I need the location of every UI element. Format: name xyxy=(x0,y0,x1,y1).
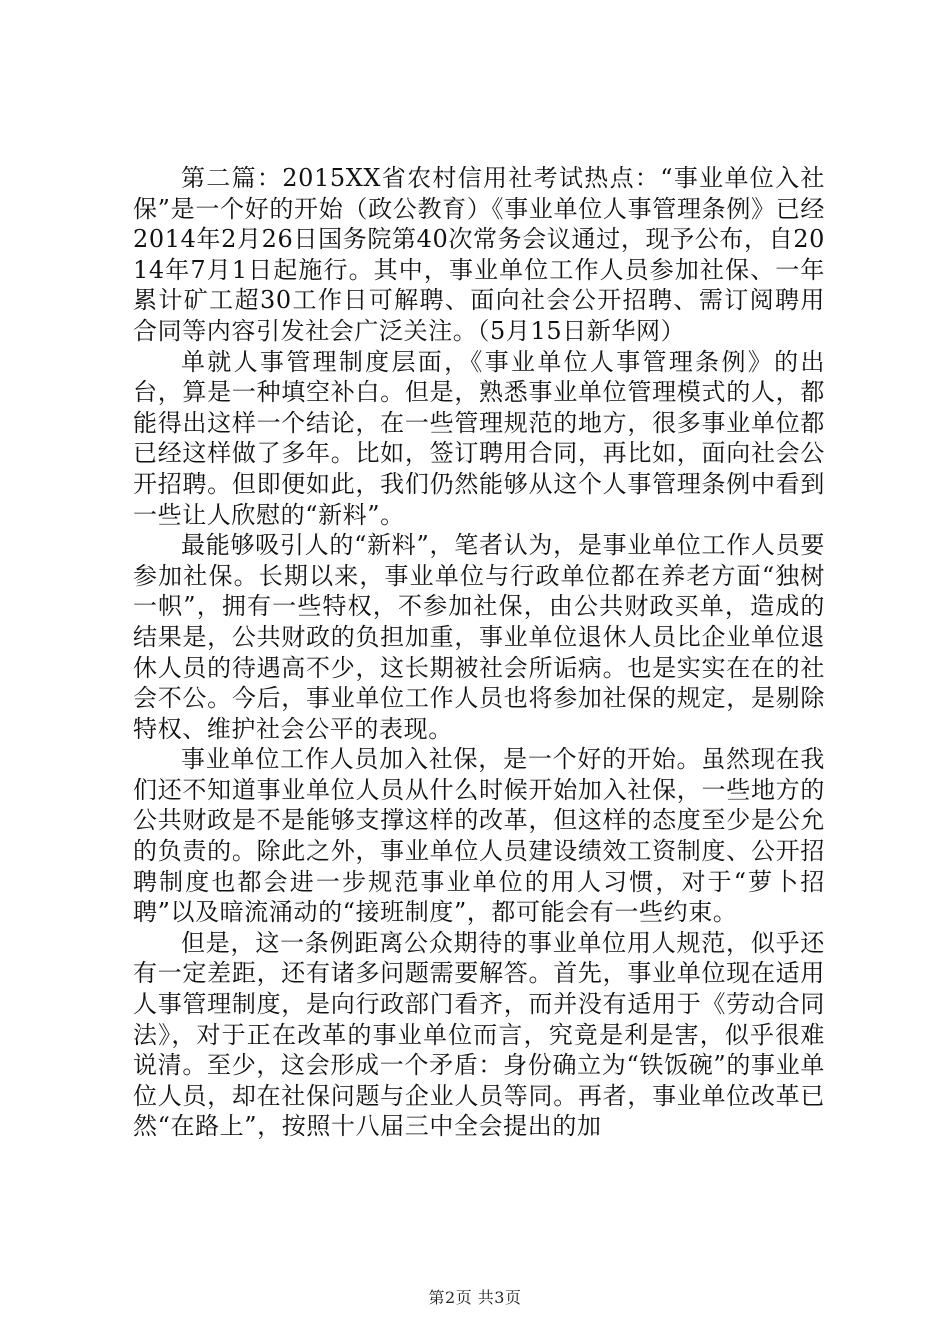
page-footer: 第2页 共3页 xyxy=(428,1288,522,1307)
paragraph-5: 但是，这一条例距离公众期待的事业单位用人规范，似乎还有一定差距，还有诸多问题需要解答。首先，事业单位现在适用人事管理制度，是向行政部门看齐，而并没有适用于《劳动合同法》，对于正在改革的事业单位而言，究竟是利是害，似乎很难说清。至少，这会形成一个矛盾：身份确立为“铁饭碗”的事业单位人员，却在社保问题与企业人员等同。再者，事业单位改革已然“在路上”，按照十八届三中全会提出的加 xyxy=(133,928,825,1141)
paragraph-4: 事业单位工作人员加入社保，是一个好的开始。虽然现在我们还不知道事业单位人员从什么时候开始加入社保，一些地方的公共财政是不是能够支撑这样的改革，但这样的态度至少是公允的负责的。除此之外，事业单位人员建设绩效工资制度、公开招聘制度也都会进一步规范事业单位的用人习惯，对于“萝卜招聘”以及暗流涌动的“接班制度”，都可能会有一些约束。 xyxy=(133,745,825,927)
document-body xyxy=(133,163,825,1142)
paragraph-1: 第二篇：2015XX省农村信用社考试热点：“事业单位入社保”是一个好的开始（政公教育）《事业单位人事管理条例》已经2014年2月26日国务院第40次常务会议通过，现予公布，自2014年7月1日起施行。其中，事业单位工作人员参加社保、一年累计矿工超30工作日可解聘、面向社会公开招聘、需订阅聘用合同等内容引发社会广泛关注。（5月15日新华网） xyxy=(133,164,825,345)
paragraph-2: 单就人事管理制度层面，《事业单位人事管理条例》的出台，算是一种填空补白。但是，熟悉事业单位管理模式的人，都能得出这样一个结论，在一些管理规范的地方，很多事业单位都已经这样做了多年。比如，签订聘用合同，再比如，面向社会公开招聘。但即便如此，我们仍然能够从这个人事管理条例中看到一些让人欣慰的“新料”。 xyxy=(133,347,825,529)
paragraph-3: 最能够吸引人的“新料”，笔者认为，是事业单位工作人员要参加社保。长期以来，事业单位与行政单位都在养老方面“独树一帜”，拥有一些特权，不参加社保，由公共财政买单，造成的结果是，公共财政的负担加重，事业单位退休人员比企业单位退休人员的待遇高不少，这长期被社会所诟病。也是实实在在的社会不公。今后，事业单位工作人员也将参加社保的规定，是剔除特权、维护社会公平的表现。 xyxy=(133,531,825,743)
